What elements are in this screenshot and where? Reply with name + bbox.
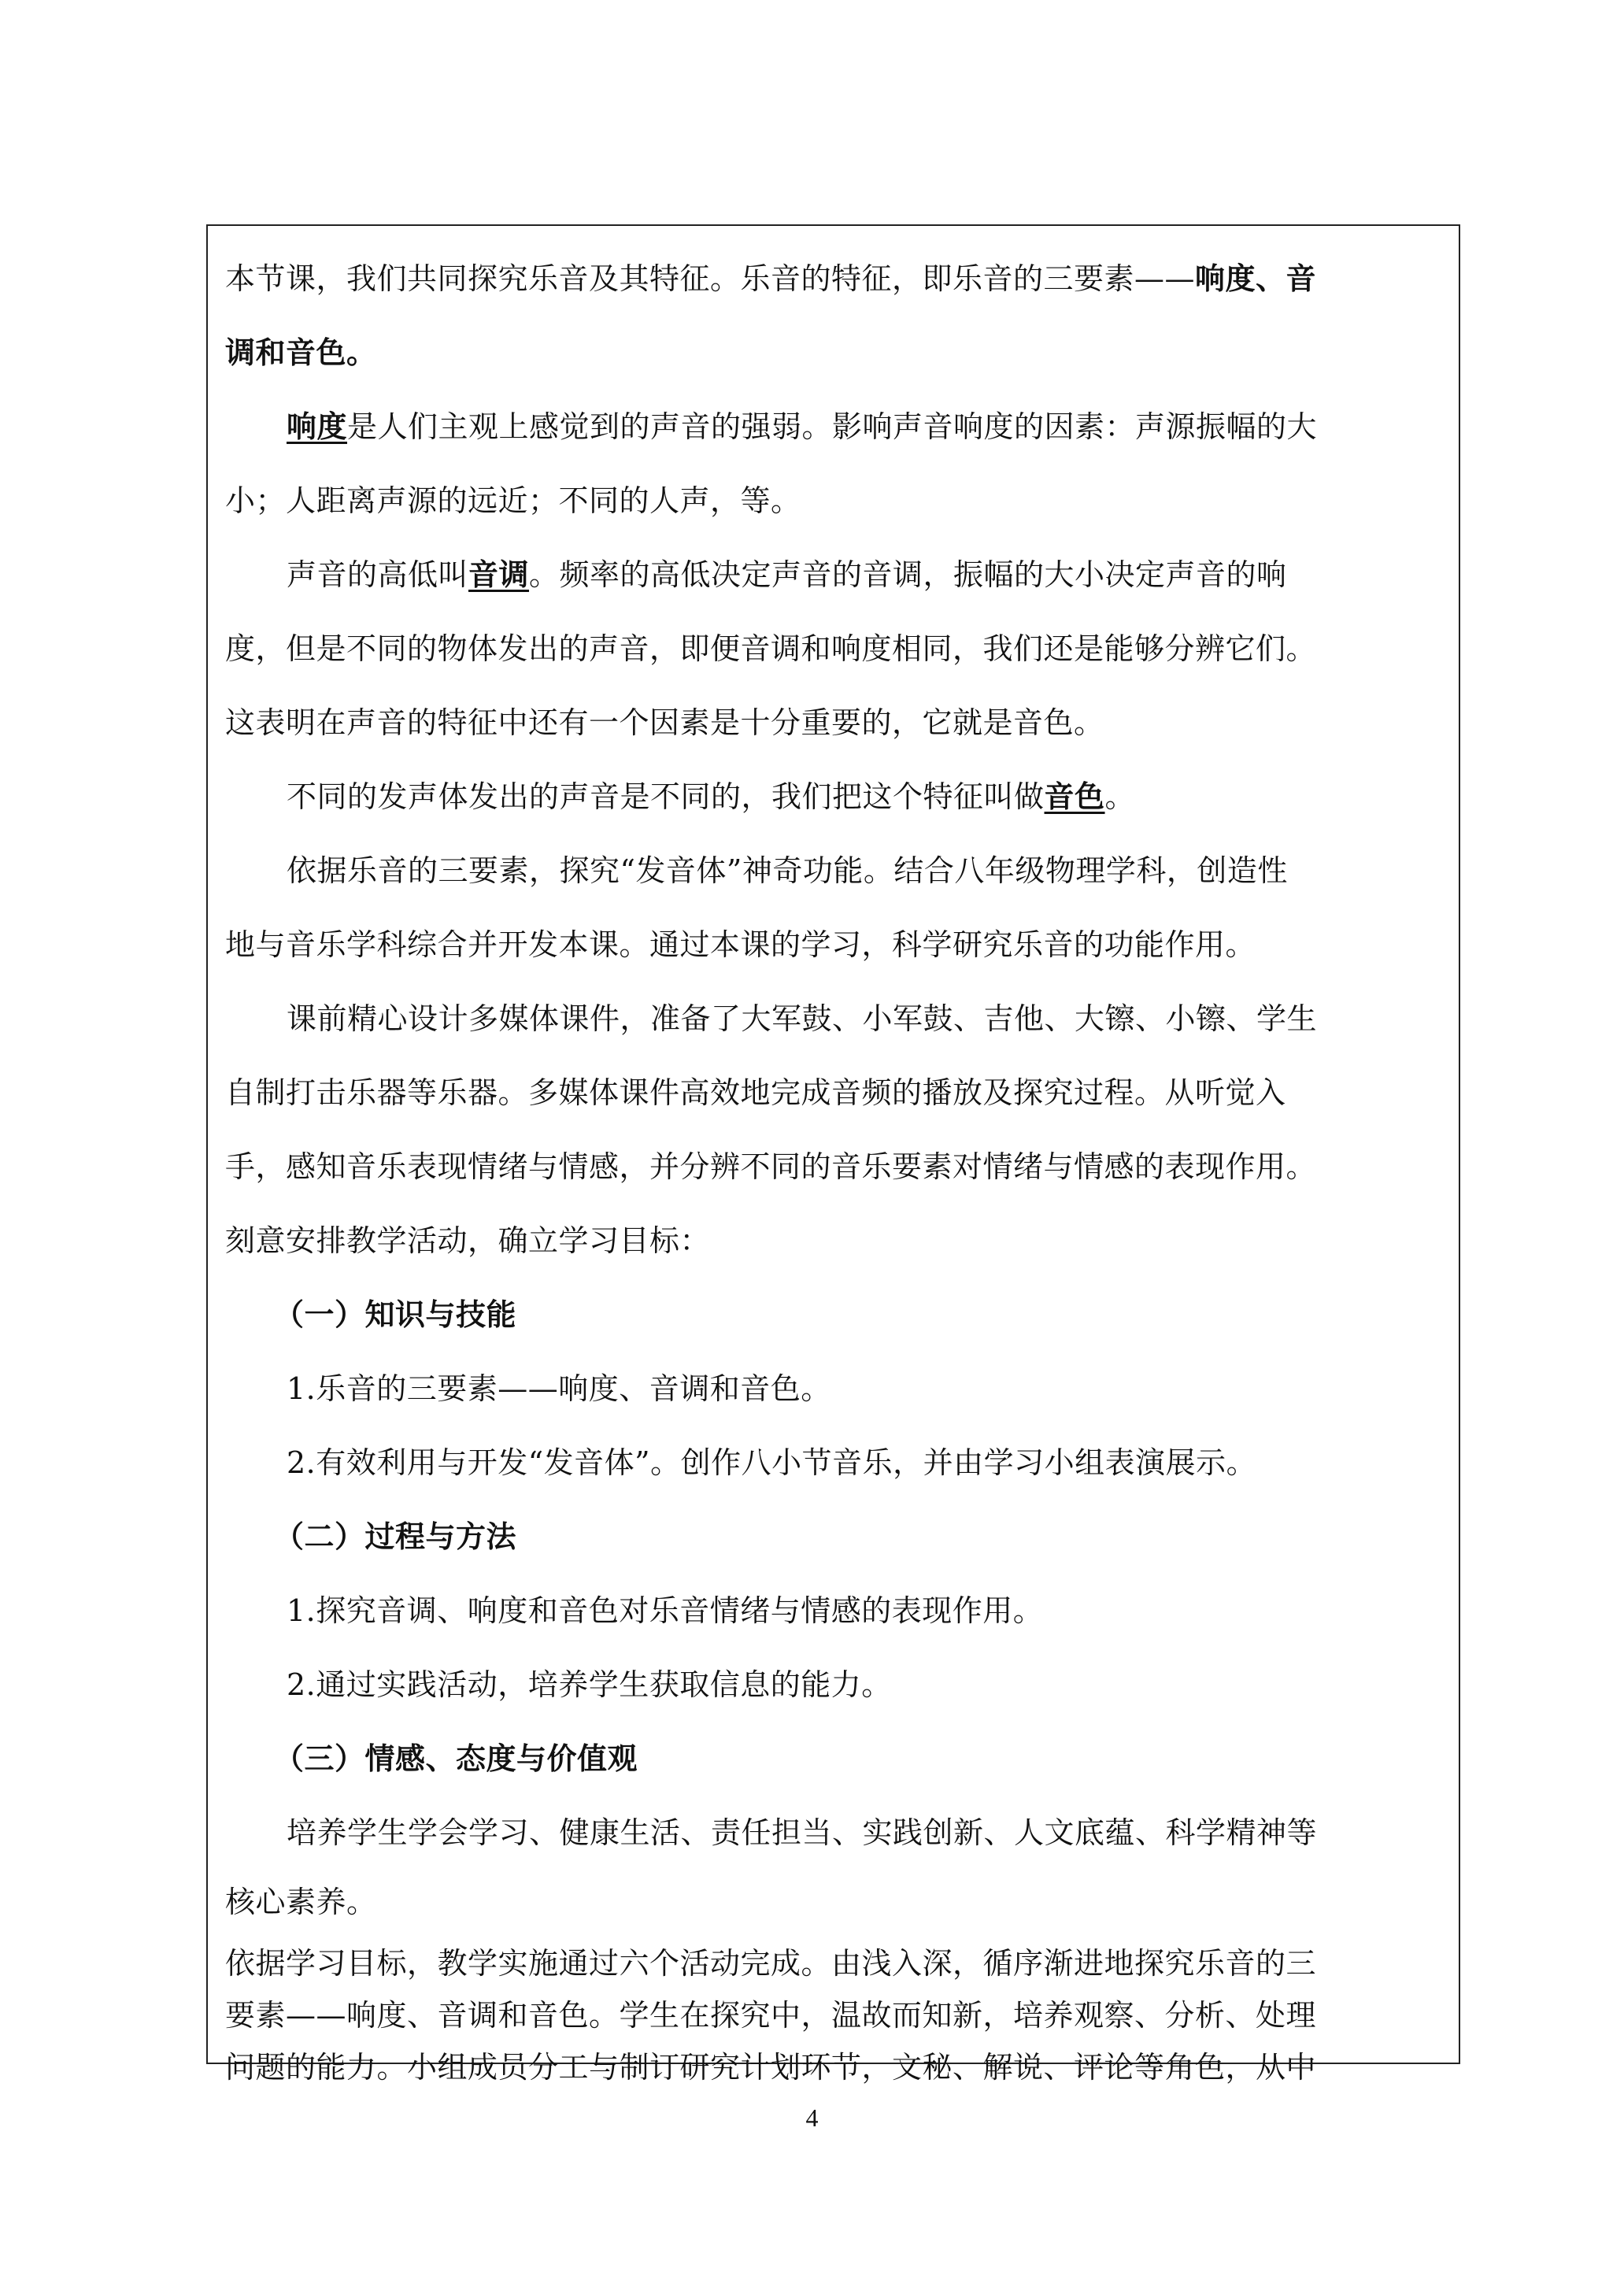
paragraph-pitch-line-2: 度，但是不同的物体发出的声音，即便音调和响度相同，我们还是能够分辨它们。 (225, 631, 1317, 666)
paragraph-preparation-line-2: 自制打击乐器等乐器。多媒体课件高效地完成音频的播放及探究过程。从听觉入 (225, 1075, 1286, 1110)
page-number: 4 (805, 2103, 819, 2132)
paragraph-loudness-line-2: 小；人距离声源的远近；不同的人声，等。 (225, 483, 801, 518)
paragraph-intro-line-2: 调和音色。 (225, 335, 377, 370)
paragraph-implementation-line-1: 依据学习目标，教学实施通过六个活动完成。由浅入深，循序渐进地探究乐音的三 (225, 1946, 1317, 1981)
paragraph-loudness-line-1 (225, 390, 1445, 464)
term-pitch: 音调 (468, 557, 530, 592)
paragraph-preparation-line-4: 刻意安排教学活动，确立学习目标： (225, 1223, 711, 1258)
paragraph-basis-line-1: 依据乐音的三要素，探究“发音体”神奇功能。结合八年级物理学科，创造性 (287, 853, 1288, 888)
text-segment: 不同的发声体发出的声音是不同的，我们把这个特征叫做 (287, 779, 1045, 814)
list-item-knowledge-1: 1.乐音的三要素——响度、音调和音色。 (287, 1371, 831, 1406)
text-segment: 本节课，我们共同探究乐音及其特征。乐音的特征，即乐音的三要素—— (225, 261, 1196, 296)
text-segment: 。 (1104, 779, 1136, 814)
bold-text: 响度、音 (1195, 261, 1317, 296)
heading-knowledge-skills: （一）知识与技能 (274, 1297, 517, 1332)
paragraph-implementation-line-3: 问题的能力。小组成员分工与制订研究计划环节，文秘、解说、评论等角色，从中 (225, 2050, 1317, 2085)
paragraph-intro-line-1 (225, 242, 1445, 316)
content-table-cell (206, 224, 1460, 2085)
paragraph-preparation-line-3: 手，感知音乐表现情绪与情感，并分辨不同的音乐要素对情绪与情感的表现作用。 (225, 1149, 1317, 1184)
heading-emotion-values: （三）情感、态度与价值观 (274, 1741, 638, 1776)
document-body (225, 242, 1445, 2093)
paragraph-pitch-line-3: 这表明在声音的特征中还有一个因素是十分重要的，它就是音色。 (225, 705, 1104, 740)
list-item-knowledge-2: 2.有效利用与开发“发音体”。创作八小节音乐，并由学习小组表演展示。 (287, 1445, 1257, 1480)
paragraph-preparation-line-1: 课前精心设计多媒体课件，准备了大军鼓、小军鼓、吉他、大镲、小镲、学生 (287, 1001, 1318, 1036)
paragraph-values-line-1: 培养学生学会学习、健康生活、责任担当、实践创新、人文底蕴、科学精神等 (287, 1815, 1318, 1850)
paragraph-basis-line-2: 地与音乐学科综合并开发本课。通过本课的学习，科学研究乐音的功能作用。 (225, 927, 1256, 962)
term-timbre: 音色 (1044, 779, 1105, 814)
text-segment: 是人们主观上感觉到的声音的强弱。影响声音响度的因素：声源振幅的大 (347, 409, 1318, 444)
paragraph-pitch-line-1 (225, 538, 1445, 612)
paragraph-values-line-2: 核心素养。 (225, 1885, 377, 1919)
list-item-process-2: 2.通过实践活动，培养学生获取信息的能力。 (287, 1667, 892, 1702)
paragraph-timbre (225, 760, 1445, 834)
list-item-process-1: 1.探究音调、响度和音色对乐音情绪与情感的表现作用。 (287, 1593, 1044, 1628)
heading-process-methods: （二）过程与方法 (274, 1519, 517, 1554)
text-segment: 。频率的高低决定声音的音调，振幅的大小决定声音的响 (529, 557, 1287, 592)
term-loudness: 响度 (287, 409, 348, 444)
paragraph-implementation-line-2: 要素——响度、音调和音色。学生在探究中，温故而知新，培养观察、分析、处理 (225, 1998, 1317, 2033)
text-segment: 声音的高低叫 (287, 557, 469, 592)
